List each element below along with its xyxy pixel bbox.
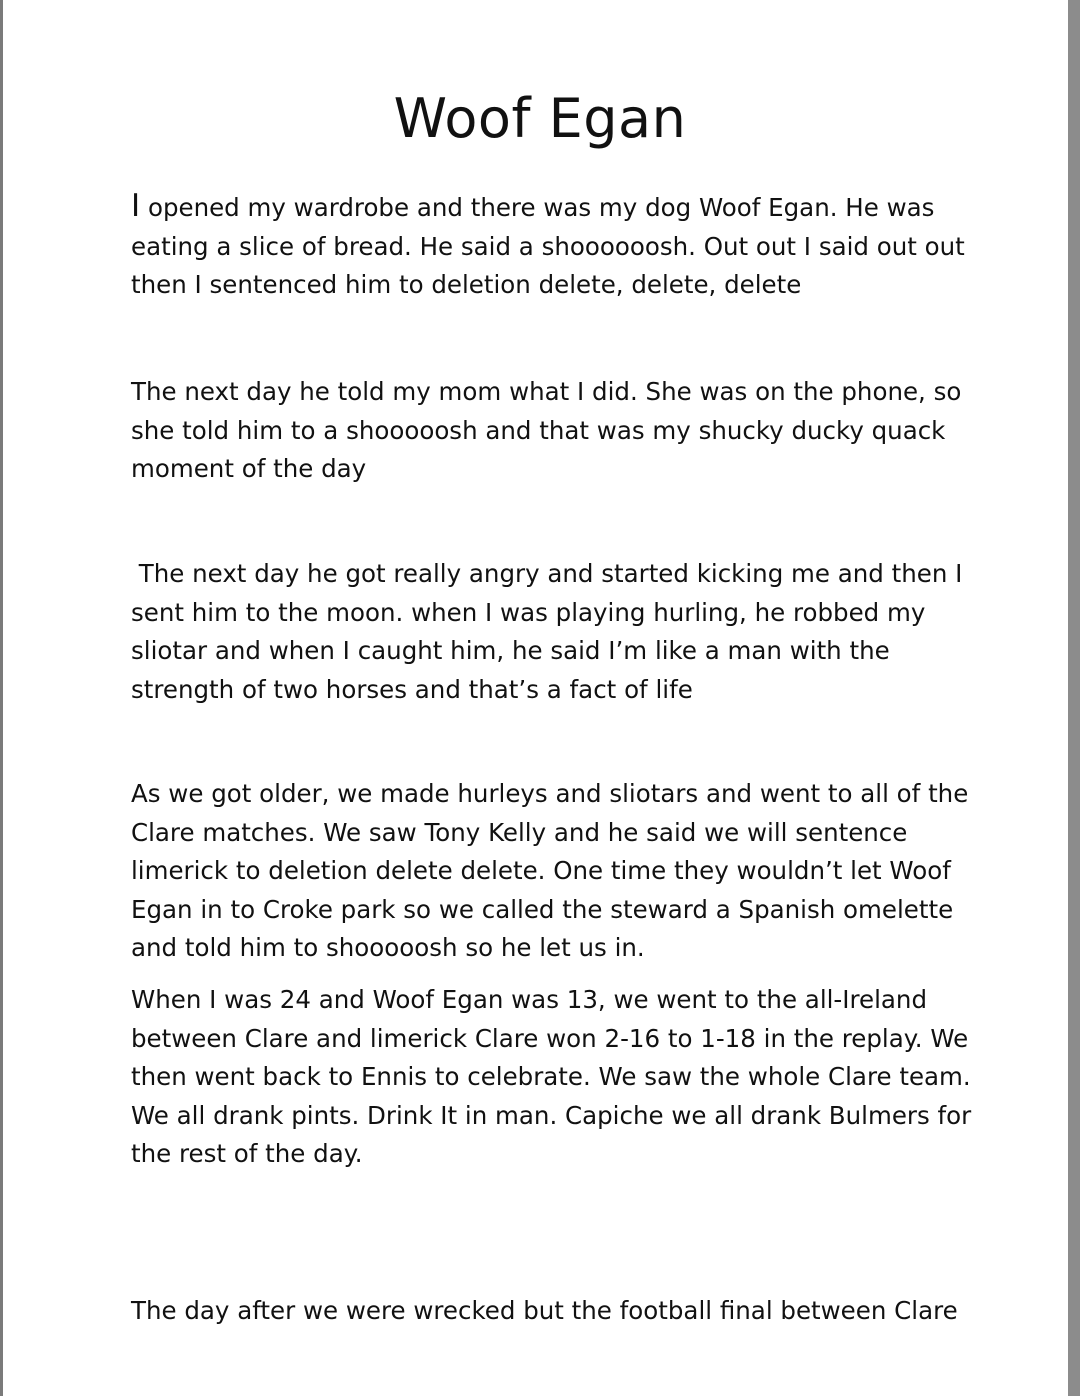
paragraph-line: sliotar and when I caught him, he said I’m like a man with the bbox=[131, 636, 890, 665]
paragraph-4 bbox=[131, 775, 969, 968]
paragraph-line: We all drank pints. Drink It in man. Capiche we all drank Bulmers for bbox=[131, 1100, 972, 1130]
paragraph-line: the rest of the day. bbox=[131, 1139, 363, 1168]
paragraph-line: and told him to shooooosh so he let us in. bbox=[131, 933, 645, 962]
paragraph-2 bbox=[131, 373, 962, 489]
paragraph-line: The next day he got really angry and started kicking me and then I bbox=[131, 559, 963, 588]
paragraph-line: limerick to deletion delete delete. One time they wouldn’t let Woof bbox=[131, 856, 951, 885]
paragraph-line: As we got older, we made hurleys and sliotars and went to all of the bbox=[131, 779, 969, 808]
paragraph-line: The next day he told my mom what I did. She was on the phone, so bbox=[131, 377, 962, 406]
page-right-edge bbox=[1068, 0, 1080, 1396]
paragraph-line: I opened my wardrobe and there was my dog Woof Egan. He was bbox=[131, 188, 935, 224]
paragraph-line: Egan in to Croke park so we called the steward a Spanish omelette bbox=[131, 894, 954, 924]
paragraph-line: between Clare and limerick Clare won 2-16 to 1-18 in the replay. We bbox=[131, 1023, 969, 1053]
paragraph-line: she told him to a shooooosh and that was my shucky ducky quack bbox=[131, 415, 946, 445]
paragraph-line: Clare matches. We saw Tony Kelly and he said we will sentence bbox=[131, 817, 908, 847]
first-letter: I bbox=[131, 188, 141, 224]
paragraph-3 bbox=[131, 555, 963, 709]
paragraph-line: When I was 24 and Woof Egan was 13, we went to the all-Ireland bbox=[131, 985, 928, 1014]
paragraph-5 bbox=[131, 981, 972, 1174]
paragraph-line: then I sentenced him to deletion delete, delete, delete bbox=[131, 270, 802, 299]
paragraph-line: sent him to the moon. when I was playing hurling, he robbed my bbox=[131, 597, 926, 627]
paragraph-line: then went back to Ennis to celebrate. We saw the whole Clare team. bbox=[131, 1062, 971, 1091]
paragraph-line: moment of the day bbox=[131, 454, 367, 483]
paragraph-1 bbox=[131, 187, 965, 305]
paragraph-line: strength of two horses and that’s a fact of life bbox=[131, 674, 693, 704]
paragraph-line: The day after we were wrecked but the football final between Clare bbox=[131, 1296, 958, 1325]
paragraph-6 bbox=[131, 1292, 958, 1331]
paragraph-line: eating a slice of bread. He said a shoooooosh. Out out I said out out bbox=[131, 231, 965, 261]
document-title: Woof Egan bbox=[393, 87, 687, 150]
